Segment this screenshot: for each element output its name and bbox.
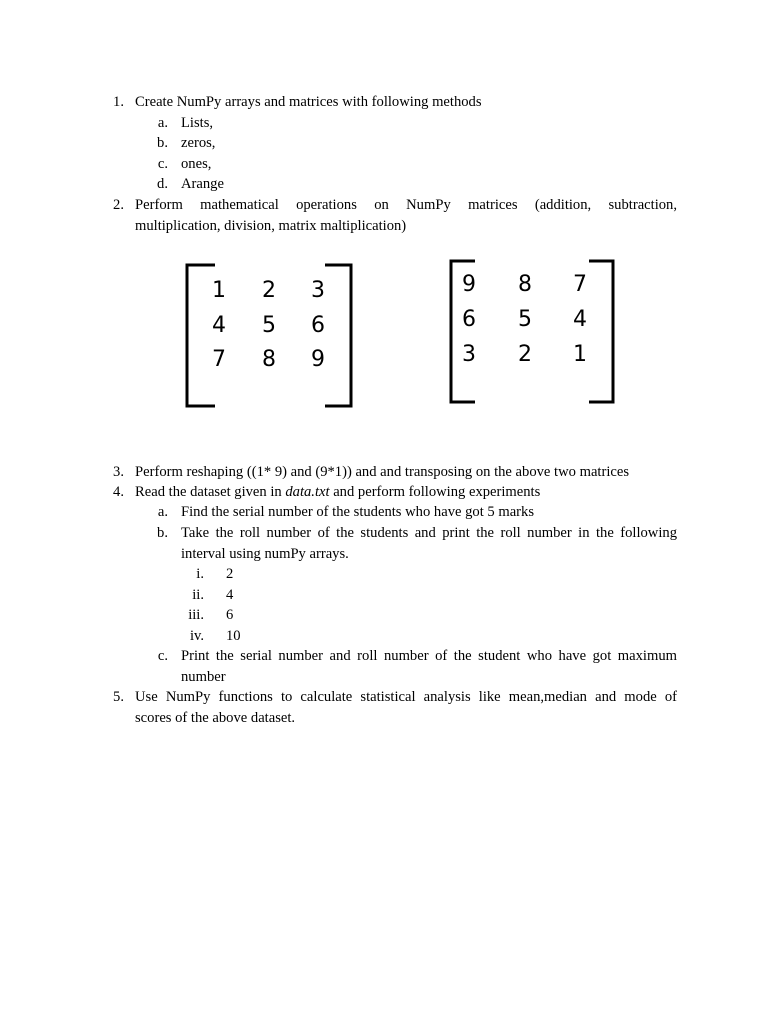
sub-item-text-line-1: Take the roll number of the students and print the roll number in the following: [181, 525, 677, 541]
item-text-line-2: multiplication, division, matrix maltiplication): [135, 218, 407, 234]
list-item-4: [0, 482, 768, 502]
list-item-1: [0, 92, 768, 112]
sub-sub-item-iii: [0, 605, 768, 625]
matrix-cell: 5: [262, 313, 276, 338]
item-text-line-2: scores of the above dataset.: [135, 710, 296, 726]
matrix-cell: 6: [311, 313, 325, 338]
sub-item-1b: [0, 133, 768, 153]
sub-item-4b-continued: [0, 544, 768, 564]
sub-item-marker: a.: [157, 504, 168, 520]
item-text: [135, 482, 540, 502]
sub-item-4c: [0, 646, 768, 666]
sub-sub-item-ii: [0, 585, 768, 605]
item-number: 1.: [113, 94, 124, 110]
sub-item-marker: d.: [157, 176, 168, 192]
matrix-cell: 2: [518, 342, 532, 367]
matrix-cell: 5: [518, 307, 532, 332]
sub-sub-item-text: 2: [226, 566, 234, 582]
item-text-line-1: Use NumPy functions to calculate statistical analysis like mean,median and mode of: [135, 689, 677, 705]
sub-item-4b: [0, 523, 768, 543]
matrix-cell: 3: [462, 342, 476, 367]
sub-item-marker: b.: [157, 525, 168, 541]
matrix-cell: 8: [262, 347, 276, 372]
matrix-cell: 9: [311, 347, 325, 372]
item-number: 4.: [113, 484, 124, 500]
sub-item-1c: [0, 154, 768, 174]
sub-sub-item-text: 10: [226, 628, 241, 644]
sub-sub-item-i: [0, 564, 768, 584]
item-text: Perform reshaping ((1* 9) and (9*1)) and and transposing on the above two matrices: [135, 464, 630, 480]
item-text: Create NumPy arrays and matrices with following methods: [135, 94, 482, 110]
list-item-5-continued: [0, 708, 768, 728]
sub-item-text-line-2: number: [181, 669, 226, 685]
item-text-after: and perform following experiments: [329, 484, 541, 500]
sub-item-text: zeros,: [181, 135, 216, 151]
sub-sub-item-text: 6: [226, 607, 234, 623]
sub-sub-item-marker: i.: [196, 566, 204, 582]
matrix-cell: 9: [462, 272, 476, 297]
sub-item-marker: c.: [157, 648, 168, 664]
sub-item-1d: [0, 174, 768, 194]
sub-sub-item-iv: [0, 626, 768, 646]
sub-item-1a: [0, 113, 768, 133]
sub-item-4a: [0, 502, 768, 522]
sub-item-marker: a.: [157, 115, 168, 131]
matrix-cell: 8: [518, 272, 532, 297]
matrix-cell: 2: [262, 278, 276, 303]
list-item-2-continued: [0, 216, 768, 236]
item-number: 2.: [113, 197, 124, 213]
sub-item-text: ones,: [181, 156, 212, 172]
sub-item-marker: c.: [157, 156, 168, 172]
sub-sub-item-marker: iii.: [188, 607, 204, 623]
matrix-cell: 4: [573, 307, 587, 332]
sub-item-text: Lists,: [181, 115, 214, 131]
list-item-5: [0, 687, 768, 707]
matrix-cell: 1: [212, 278, 226, 303]
list-item-3: [0, 462, 768, 482]
matrix-cell: 7: [573, 272, 587, 297]
matrix-cell: 7: [212, 347, 226, 372]
matrix-2: [447, 256, 617, 406]
item-number: 3.: [113, 464, 124, 480]
sub-item-text: Find the serial number of the students who have got 5 marks: [181, 504, 535, 520]
sub-sub-item-marker: iv.: [189, 628, 204, 644]
sub-sub-item-text: 4: [226, 587, 234, 603]
sub-item-text-line-2: interval using numPy arrays.: [181, 546, 349, 562]
matrix-cell: 4: [212, 313, 226, 338]
item-text-before: Read the dataset given in: [135, 484, 286, 500]
list-item-2: [0, 195, 768, 215]
item-text-line-1: Perform mathematical operations on NumPy matrices (addition, subtraction,: [135, 197, 677, 213]
sub-item-marker: b.: [157, 135, 168, 151]
sub-item-4c-continued: [0, 667, 768, 687]
sub-sub-item-marker: ii.: [192, 587, 204, 603]
sub-item-text: Arange: [181, 176, 224, 192]
matrix-cell: 6: [462, 307, 476, 332]
matrix-1: [183, 260, 355, 410]
sub-item-text-line-1: Print the serial number and roll number of the student who have got maximum: [181, 648, 677, 664]
dataset-filename: data.txt: [285, 484, 330, 500]
matrix-cell: 3: [311, 278, 325, 303]
item-number: 5.: [113, 689, 124, 705]
matrix-cell: 1: [573, 342, 587, 367]
